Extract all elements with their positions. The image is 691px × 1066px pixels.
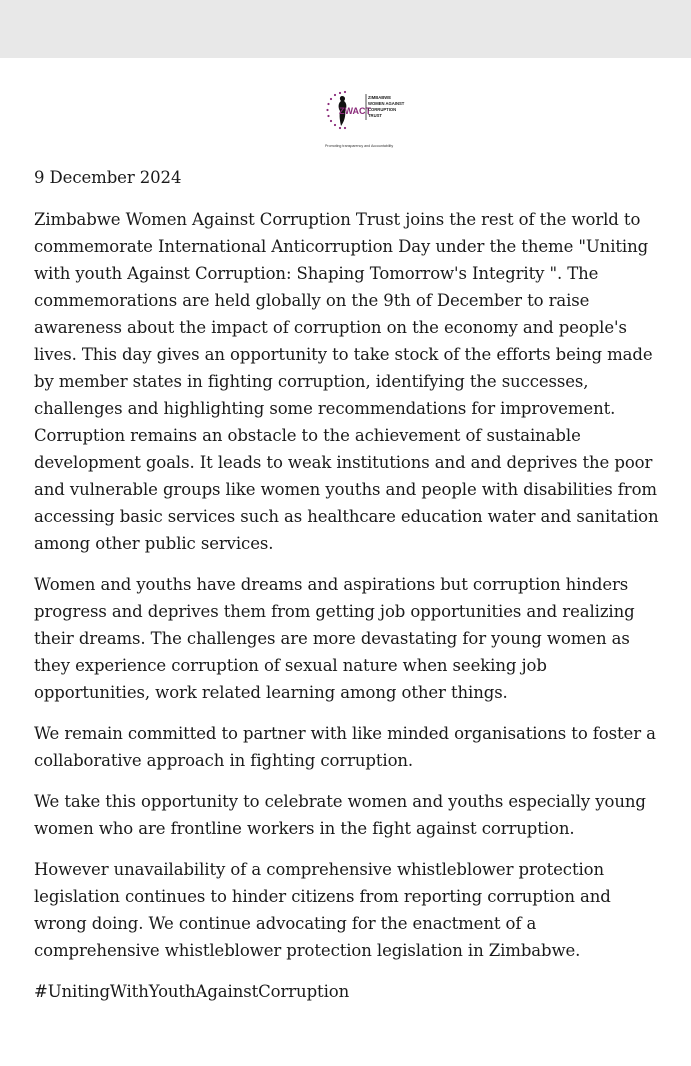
paragraph-line: commemorations are held globally on the 9th of December to raise bbox=[34, 291, 590, 310]
paragraph-5 bbox=[34, 856, 686, 964]
paragraph-line: We remain committed to partner with like minded organisations to foster a bbox=[34, 724, 656, 743]
paragraph-line: lives. This day gives an opportunity to take stock of the efforts being made bbox=[34, 345, 653, 364]
zwact-logo bbox=[323, 88, 405, 150]
paragraph-3 bbox=[34, 720, 686, 774]
paragraph-line: However unavailability of a comprehensive whistleblower protection bbox=[34, 860, 605, 879]
logo-name-line-3: CORRUPTION bbox=[368, 107, 397, 112]
paragraph-2 bbox=[34, 571, 686, 706]
paragraph-line: progress and deprives them from getting job opportunities and realizing bbox=[34, 602, 635, 621]
paragraph-line: wrong doing. We continue advocating for the enactment of a bbox=[34, 914, 537, 933]
paragraph-line: and vulnerable groups like women youths and people with disabilities from bbox=[34, 480, 657, 499]
statement-date: 9 December 2024 bbox=[34, 168, 182, 187]
logo-name-line-1: ZIMBABWE bbox=[368, 95, 392, 100]
statement-body bbox=[34, 164, 686, 1005]
paragraph-line: their dreams. The challenges are more devastating for young women as bbox=[34, 629, 630, 648]
paragraph-4 bbox=[34, 788, 686, 842]
paragraph-line: accessing basic services such as healthcare education water and sanitation bbox=[34, 507, 659, 526]
paragraph-line: among other public services. bbox=[34, 534, 274, 553]
paragraph-line: by member states in fighting corruption, identifying the successes, bbox=[34, 372, 589, 391]
paragraph-line: legislation continues to hinder citizens from reporting corruption and bbox=[34, 887, 611, 906]
logo-acronym: ZWACT bbox=[339, 106, 371, 116]
paragraph-line: We take this opportunity to celebrate women and youths especially young bbox=[34, 792, 646, 811]
hashtag: #UnitingWithYouthAgainstCorruption bbox=[34, 982, 350, 1001]
paragraph-line: challenges and highlighting some recommendations for improvement. bbox=[34, 399, 616, 418]
logo-name-line-2: WOMEN AGAINST bbox=[368, 101, 405, 106]
logo-name-line-4: TRUST bbox=[368, 113, 382, 118]
paragraph-line: awareness about the impact of corruption on the economy and people's bbox=[34, 318, 627, 337]
paragraph-line: development goals. It leads to weak institutions and and deprives the poor bbox=[34, 453, 653, 472]
statement-paragraphs bbox=[34, 206, 686, 964]
logo-tagline: Promoting transparency and Accountability bbox=[325, 144, 394, 148]
paragraph-line: Zimbabwe Women Against Corruption Trust joins the rest of the world to bbox=[34, 210, 641, 229]
paragraph-line: with youth Against Corruption: Shaping Tomorrow's Integrity ". The bbox=[34, 264, 599, 283]
paragraph-line: women who are frontline workers in the fight against corruption. bbox=[34, 819, 575, 838]
top-bar bbox=[0, 0, 691, 58]
paragraph-line: commemorate International Anticorruption Day under the theme "Uniting bbox=[34, 237, 649, 256]
paragraph-line: opportunities, work related learning among other things. bbox=[34, 683, 508, 702]
paragraph-1 bbox=[34, 206, 686, 557]
paragraph-line: comprehensive whistleblower protection legislation in Zimbabwe. bbox=[34, 941, 581, 960]
paragraph-line: Women and youths have dreams and aspirations but corruption hinders bbox=[34, 575, 629, 594]
paragraph-line: Corruption remains an obstacle to the achievement of sustainable bbox=[34, 426, 581, 445]
paragraph-line: they experience corruption of sexual nature when seeking job bbox=[34, 656, 547, 675]
paragraph-line: collaborative approach in fighting corruption. bbox=[34, 751, 414, 770]
